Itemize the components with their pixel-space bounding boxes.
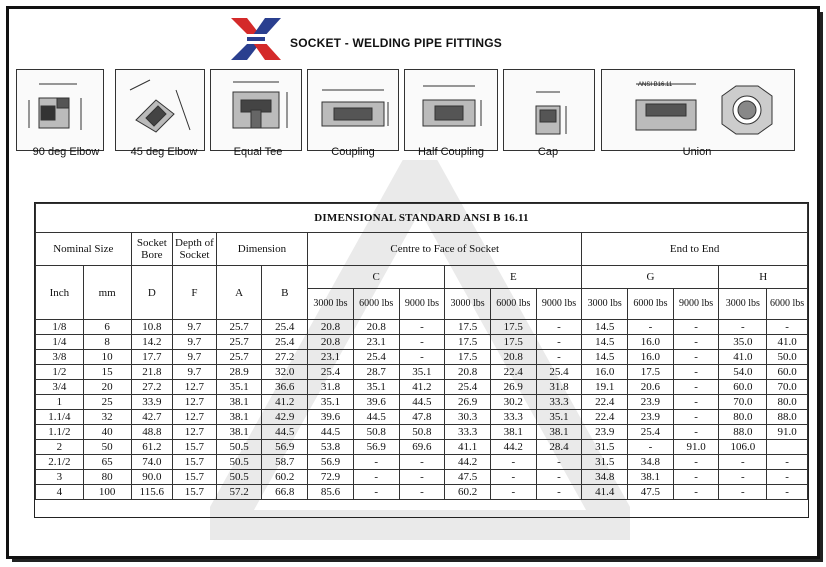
- table-cell: 20.6: [628, 380, 674, 395]
- table-cell: -: [399, 320, 445, 335]
- table-cell: 44.5: [262, 425, 308, 440]
- table-cell: 44.5: [353, 410, 399, 425]
- table-cell: 12.7: [173, 425, 217, 440]
- table-cell: 23.9: [628, 395, 674, 410]
- table-cell: 17.5: [445, 335, 491, 350]
- table-cell: 17.7: [131, 350, 173, 365]
- table-cell: 42.7: [131, 410, 173, 425]
- table-cell: 50.5: [216, 455, 262, 470]
- table-cell: 25.4: [308, 365, 354, 380]
- table-cell: 56.9: [353, 440, 399, 455]
- table-cell: -: [628, 440, 674, 455]
- table-cell: 38.1: [216, 410, 262, 425]
- table-row: [36, 320, 808, 335]
- fitting-cap-drawing: [503, 69, 595, 151]
- table-cell: 28.7: [353, 365, 399, 380]
- table-cell: 15.7: [173, 455, 217, 470]
- fitting-union-drawing: [601, 69, 795, 151]
- table-cell: 9.7: [173, 335, 217, 350]
- table-cell: -: [719, 455, 767, 470]
- header-d: D: [131, 266, 173, 320]
- table-cell: 23.1: [308, 350, 354, 365]
- table-cell: -: [399, 470, 445, 485]
- header-inch: Inch: [36, 266, 84, 320]
- table-cell: 50: [83, 440, 131, 455]
- table-cell: 12.7: [173, 380, 217, 395]
- table-row: [36, 350, 808, 365]
- table-cell: -: [673, 350, 719, 365]
- table-cell: 69.6: [399, 440, 445, 455]
- table-cell: 91.0: [767, 425, 808, 440]
- table-cell: 38.1: [536, 425, 582, 440]
- page-title: SOCKET - WELDING PIPE FITTINGS: [290, 36, 503, 50]
- table-cell: 41.0: [719, 350, 767, 365]
- header-mm: mm: [83, 266, 131, 320]
- table-cell: 21.8: [131, 365, 173, 380]
- table-cell: 1: [36, 395, 84, 410]
- table-cell: 17.5: [445, 320, 491, 335]
- table-cell: 25.4: [445, 380, 491, 395]
- table-cell: 72.9: [308, 470, 354, 485]
- table-cell: -: [628, 320, 674, 335]
- table-cell: 40: [83, 425, 131, 440]
- table-cell: 9.7: [173, 350, 217, 365]
- fitting-label: 90 deg Elbow: [32, 146, 100, 158]
- table-cell: 25.7: [216, 320, 262, 335]
- table-cell: 88.0: [719, 425, 767, 440]
- table-cell: -: [536, 335, 582, 350]
- table-cell: 35.0: [719, 335, 767, 350]
- table-cell: 1/8: [36, 320, 84, 335]
- table-cell: 60.2: [262, 470, 308, 485]
- table-cell: -: [399, 485, 445, 500]
- table-cell: 42.9: [262, 410, 308, 425]
- table-cell: 15: [83, 365, 131, 380]
- table-cell: 26.9: [490, 380, 536, 395]
- header-e: E: [445, 266, 582, 289]
- table-row: [36, 410, 808, 425]
- table-cell: -: [536, 455, 582, 470]
- table-cell: -: [673, 365, 719, 380]
- table-cell: 60.0: [719, 380, 767, 395]
- table-cell: 20.8: [308, 320, 354, 335]
- header-pressure-class: 3000 lbs: [719, 289, 767, 320]
- table-cell: 58.7: [262, 455, 308, 470]
- table-cell: 14.5: [582, 350, 628, 365]
- table-cell: 20.8: [353, 320, 399, 335]
- table-cell: -: [536, 350, 582, 365]
- table-cell: 3: [36, 470, 84, 485]
- table-cell: 31.5: [582, 440, 628, 455]
- table-cell: 39.6: [308, 410, 354, 425]
- table-cell: -: [719, 470, 767, 485]
- table-cell: 15.7: [173, 440, 217, 455]
- table-cell: -: [536, 320, 582, 335]
- table-cell: 54.0: [719, 365, 767, 380]
- table-cell: -: [673, 380, 719, 395]
- fitting-label: 45 deg Elbow: [130, 146, 198, 158]
- table-cell: 17.5: [628, 365, 674, 380]
- table-cell: 17.5: [490, 320, 536, 335]
- table-cell: 3/8: [36, 350, 84, 365]
- table-cell: 28.9: [216, 365, 262, 380]
- header-dimension: Dimension: [216, 233, 307, 266]
- table-row: [36, 335, 808, 350]
- table-row: [36, 485, 808, 500]
- table-cell: 60.0: [767, 365, 808, 380]
- fitting-label: Cap: [537, 146, 559, 158]
- table-cell: 56.9: [262, 440, 308, 455]
- table-cell: 85.6: [308, 485, 354, 500]
- table-cell: 91.0: [673, 440, 719, 455]
- table-cell: -: [536, 485, 582, 500]
- table-cell: 25.7: [216, 335, 262, 350]
- table-cell: 16.0: [582, 365, 628, 380]
- table-cell: 27.2: [131, 380, 173, 395]
- table-cell: 61.2: [131, 440, 173, 455]
- table-cell: 41.0: [767, 335, 808, 350]
- table-cell: 16.0: [628, 350, 674, 365]
- table-cell: -: [399, 350, 445, 365]
- table-cell: 14.5: [582, 320, 628, 335]
- table-cell: 35.1: [399, 365, 445, 380]
- table-cell: 70.0: [767, 380, 808, 395]
- table-cell: 25: [83, 395, 131, 410]
- table-cell: 33.3: [536, 395, 582, 410]
- header-g: G: [582, 266, 719, 289]
- table-cell: -: [767, 455, 808, 470]
- table-caption: DIMENSIONAL STANDARD ANSI B 16.11: [36, 204, 808, 233]
- table-cell: 2: [36, 440, 84, 455]
- table-cell: 20.8: [308, 335, 354, 350]
- header-a: A: [216, 266, 262, 320]
- table-cell: 41.2: [399, 380, 445, 395]
- table-cell: 1.1/2: [36, 425, 84, 440]
- table-cell: 26.9: [445, 395, 491, 410]
- table-cell: -: [767, 485, 808, 500]
- header-b: B: [262, 266, 308, 320]
- table-cell: 14.5: [582, 335, 628, 350]
- table-cell: 10.8: [131, 320, 173, 335]
- table-cell: 12.7: [173, 395, 217, 410]
- dimension-table-container: [34, 202, 809, 518]
- table-cell: -: [399, 335, 445, 350]
- table-cell: 33.3: [445, 425, 491, 440]
- table-cell: 60.2: [445, 485, 491, 500]
- table-cell: -: [673, 395, 719, 410]
- table-cell: 74.0: [131, 455, 173, 470]
- table-row: [36, 365, 808, 380]
- table-cell: 38.1: [216, 425, 262, 440]
- table-cell: 25.4: [353, 350, 399, 365]
- table-cell: 48.8: [131, 425, 173, 440]
- table-cell: 41.2: [262, 395, 308, 410]
- table-cell: 38.1: [216, 395, 262, 410]
- table-cell: 33.3: [490, 410, 536, 425]
- table-cell: 19.1: [582, 380, 628, 395]
- fitting-equal-tee-drawing: [210, 69, 302, 151]
- table-row: [36, 455, 808, 470]
- table-cell: 22.4: [582, 395, 628, 410]
- table-cell: 2.1/2: [36, 455, 84, 470]
- table-cell: 9.7: [173, 320, 217, 335]
- table-cell: 47.5: [445, 470, 491, 485]
- header-socket-bore: Socket Bore: [131, 233, 173, 266]
- table-cell: 36.6: [262, 380, 308, 395]
- table-cell: 1/2: [36, 365, 84, 380]
- table-cell: 44.2: [445, 455, 491, 470]
- header-pressure-class: 6000 lbs: [353, 289, 399, 320]
- header-h: H: [719, 266, 808, 289]
- header-nominal-size: Nominal Size: [36, 233, 132, 266]
- header-pressure-class: 9000 lbs: [673, 289, 719, 320]
- table-cell: 32.0: [262, 365, 308, 380]
- table-cell: 31.8: [536, 380, 582, 395]
- header-centre-to-face: Centre to Face of Socket: [308, 233, 582, 266]
- table-cell: -: [719, 485, 767, 500]
- table-cell: 50.0: [767, 350, 808, 365]
- company-logo: [229, 14, 283, 64]
- table-cell: -: [767, 320, 808, 335]
- table-cell: 25.7: [216, 350, 262, 365]
- table-cell: -: [673, 425, 719, 440]
- fitting-90-elbow-drawing: [16, 69, 104, 151]
- table-cell: 8: [83, 335, 131, 350]
- table-cell: 106.0: [719, 440, 767, 455]
- table-cell: 100: [83, 485, 131, 500]
- table-cell: 27.2: [262, 350, 308, 365]
- header-pressure-class: 3000 lbs: [582, 289, 628, 320]
- table-cell: 25.4: [628, 425, 674, 440]
- table-cell: 1.1/4: [36, 410, 84, 425]
- table-cell: 80: [83, 470, 131, 485]
- table-cell: -: [673, 410, 719, 425]
- table-cell: 15.7: [173, 470, 217, 485]
- table-cell: 47.8: [399, 410, 445, 425]
- table-cell: 23.9: [582, 425, 628, 440]
- table-cell: 20.8: [445, 365, 491, 380]
- table-cell: 20: [83, 380, 131, 395]
- table-cell: -: [490, 470, 536, 485]
- table-cell: -: [353, 470, 399, 485]
- table-cell: 50.8: [399, 425, 445, 440]
- table-cell: 25.4: [536, 365, 582, 380]
- header-pressure-class: 9000 lbs: [536, 289, 582, 320]
- table-cell: 115.6: [131, 485, 173, 500]
- table-cell: 23.9: [628, 410, 674, 425]
- table-cell: 22.4: [490, 365, 536, 380]
- table-row: [36, 440, 808, 455]
- table-cell: -: [673, 320, 719, 335]
- header-pressure-class: 9000 lbs: [399, 289, 445, 320]
- table-cell: 28.4: [536, 440, 582, 455]
- table-row: [36, 425, 808, 440]
- table-cell: 47.5: [628, 485, 674, 500]
- table-cell: 33.9: [131, 395, 173, 410]
- table-cell: 15.7: [173, 485, 217, 500]
- table-cell: 17.5: [490, 335, 536, 350]
- table-cell: 70.0: [719, 395, 767, 410]
- union-note: ANSI B16.11: [638, 82, 673, 88]
- table-cell: 35.1: [536, 410, 582, 425]
- table-row: [36, 395, 808, 410]
- table-cell: -: [353, 455, 399, 470]
- table-cell: 1/4: [36, 335, 84, 350]
- table-cell: 53.8: [308, 440, 354, 455]
- table-cell: 50.5: [216, 470, 262, 485]
- table-cell: 31.5: [582, 455, 628, 470]
- fitting-label: Equal Tee: [233, 146, 283, 158]
- fitting-half-coupling-drawing: [404, 69, 498, 151]
- fitting-label: Half Coupling: [417, 146, 485, 158]
- table-cell: 35.1: [308, 395, 354, 410]
- table-cell: 31.8: [308, 380, 354, 395]
- header-pressure-class: 3000 lbs: [308, 289, 354, 320]
- table-cell: 88.0: [767, 410, 808, 425]
- table-cell: 35.1: [216, 380, 262, 395]
- table-cell: 12.7: [173, 410, 217, 425]
- table-cell: 16.0: [628, 335, 674, 350]
- header-pressure-class: 6000 lbs: [628, 289, 674, 320]
- table-cell: [767, 440, 808, 455]
- table-cell: 38.1: [628, 470, 674, 485]
- table-cell: 20.8: [490, 350, 536, 365]
- table-cell: 23.1: [353, 335, 399, 350]
- table-cell: 14.2: [131, 335, 173, 350]
- header-f: F: [173, 266, 217, 320]
- fitting-coupling-drawing: [307, 69, 399, 151]
- table-cell: -: [673, 335, 719, 350]
- table-cell: 3/4: [36, 380, 84, 395]
- table-cell: 38.1: [490, 425, 536, 440]
- table-cell: 57.2: [216, 485, 262, 500]
- table-cell: -: [536, 470, 582, 485]
- header-end-to-end: End to End: [582, 233, 808, 266]
- header-pressure-class: 6000 lbs: [490, 289, 536, 320]
- table-cell: 50.8: [353, 425, 399, 440]
- table-cell: 25.4: [262, 335, 308, 350]
- table-cell: 30.3: [445, 410, 491, 425]
- table-cell: 10: [83, 350, 131, 365]
- table-cell: -: [399, 455, 445, 470]
- table-cell: 4: [36, 485, 84, 500]
- table-cell: 35.1: [353, 380, 399, 395]
- table-cell: 44.5: [308, 425, 354, 440]
- table-cell: 25.4: [262, 320, 308, 335]
- table-cell: 90.0: [131, 470, 173, 485]
- table-row: [36, 470, 808, 485]
- header-depth-of-socket: Depth of Socket: [173, 233, 217, 266]
- table-cell: 44.5: [399, 395, 445, 410]
- table-cell: 41.1: [445, 440, 491, 455]
- table-cell: 30.2: [490, 395, 536, 410]
- table-cell: 34.8: [628, 455, 674, 470]
- fitting-label: Union: [682, 146, 712, 158]
- dimension-table: [35, 203, 808, 500]
- table-cell: -: [490, 455, 536, 470]
- table-cell: -: [673, 485, 719, 500]
- table-cell: 80.0: [719, 410, 767, 425]
- table-cell: 32: [83, 410, 131, 425]
- table-cell: 66.8: [262, 485, 308, 500]
- table-cell: 6: [83, 320, 131, 335]
- table-cell: -: [767, 470, 808, 485]
- table-cell: 41.4: [582, 485, 628, 500]
- header-pressure-class: 6000 lbs: [767, 289, 808, 320]
- header-pressure-class: 3000 lbs: [445, 289, 491, 320]
- table-cell: 56.9: [308, 455, 354, 470]
- table-cell: 50.5: [216, 440, 262, 455]
- fitting-label: Coupling: [331, 146, 375, 158]
- table-cell: 39.6: [353, 395, 399, 410]
- fitting-45-elbow-drawing: [115, 69, 205, 151]
- table-cell: -: [673, 470, 719, 485]
- table-cell: 65: [83, 455, 131, 470]
- table-cell: 9.7: [173, 365, 217, 380]
- header-c: C: [308, 266, 445, 289]
- table-cell: 34.8: [582, 470, 628, 485]
- table-cell: -: [719, 320, 767, 335]
- table-cell: -: [673, 455, 719, 470]
- table-cell: 80.0: [767, 395, 808, 410]
- table-row: [36, 380, 808, 395]
- table-cell: 44.2: [490, 440, 536, 455]
- table-cell: -: [490, 485, 536, 500]
- table-cell: 22.4: [582, 410, 628, 425]
- table-cell: 17.5: [445, 350, 491, 365]
- table-cell: -: [353, 485, 399, 500]
